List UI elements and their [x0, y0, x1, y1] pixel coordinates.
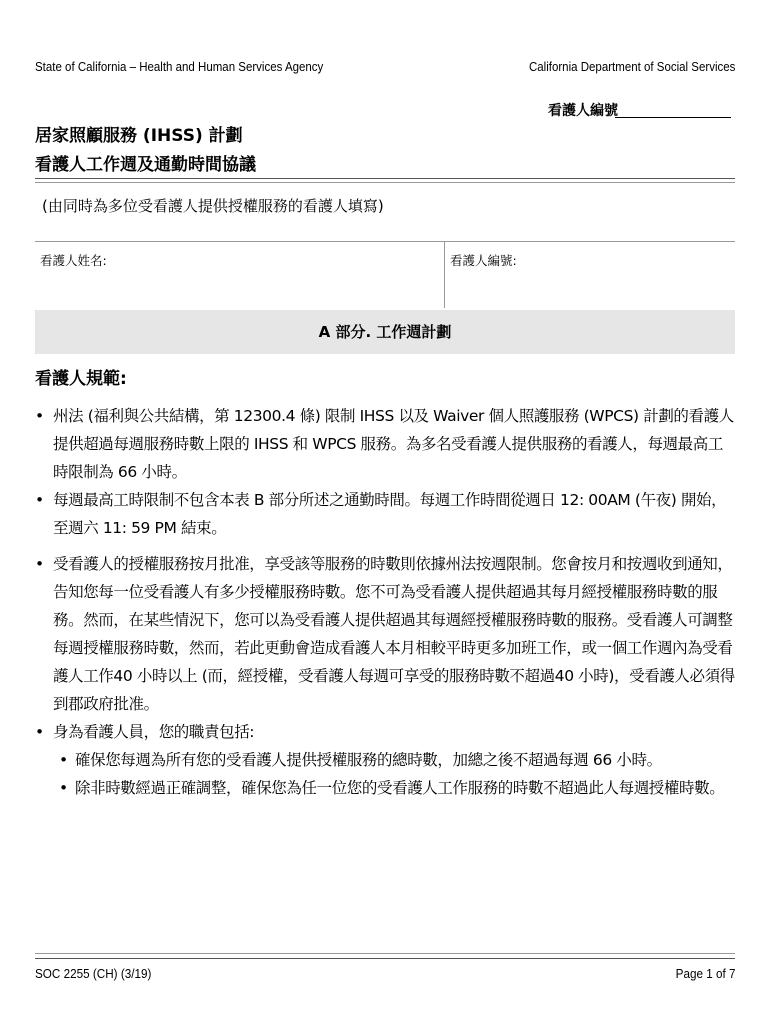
list-item: • 身為看護人員，您的職責包括: [35, 718, 737, 746]
form-subtitle: (由同時為多位受看護人提供授權服務的看護人填寫) [42, 197, 384, 215]
provider-name-field[interactable]: 看護人姓名: [40, 253, 107, 268]
title-rule [35, 178, 735, 179]
form-id: SOC 2255 (CH) (3/19) [35, 966, 152, 981]
provider-info-divider [444, 241, 445, 308]
list-item: • 每週最高工時限制不包含本表 B 部分所述之通勤時間。每週工作時間從週日 12: 00AM (午夜) 開始，至週六 11: 59 PM 結束。 [35, 486, 737, 542]
page-number: Page 1 of 7 [675, 966, 735, 981]
department-name: California Department of Social Services [528, 60, 735, 74]
form-title: 看護人工作週及通勤時間協議 [35, 155, 256, 175]
title-rule-secondary [35, 182, 735, 183]
provider-number-header-field[interactable] [615, 117, 731, 118]
agency-name: State of California – Health and Human Services Agency [35, 60, 324, 74]
provider-info-box [35, 241, 735, 308]
section-a-header [35, 310, 735, 354]
provider-number-header-label: 看護人編號 [548, 103, 618, 119]
list-item: • 受看護人的授權服務按月批准，享受該等服務的時數則依據州法按週限制。您會按月和按週收到通知，告知您每一位受看護人有多少授權服務時數。您不可為受看護人提供超過其每月經授權服務時數的服務。然而，在某些情況下，您可以為受看護人提供超過其每週經授權服務時數的服務。受看護人可調整每週授權服務時數，然而，若此更動會造成看護人本月相較平時更多加班工作，或一個工作週內為受看護人工作40 小時以上 (而，經授權，受看護人每週可享受的服務時數不超過40 小時)，受看護人必須得到郡政府批准。 [35, 550, 737, 718]
provider-number-field[interactable]: 看護人編號: [450, 253, 517, 268]
section-a-title: A 部分. 工作週計劃 [318, 323, 452, 341]
rules-list [35, 402, 737, 802]
sub-list-item: • 除非時數經過正確調整，確保您為任一位您的受看護人工作服務的時數不超過此人每週授權時數。 [35, 774, 737, 802]
list-item: • 州法 (福利與公共結構，第 12300.4 條) 限制 IHSS 以及 Waiver 個人照護服務 (WPCS) 計劃的看護人提供超過每週服務時數上限的 IHSS 和 WPCS 服務。為多名受看護人提供服務的看護人，每週最高工時限制為 66 小時。 [35, 402, 737, 486]
footer-rule [35, 953, 735, 954]
footer-rule-secondary [35, 958, 735, 959]
rules-heading: 看護人規範: [35, 369, 127, 389]
program-title: 居家照顧服務 (IHSS) 計劃 [35, 126, 243, 146]
sub-list-item: • 確保您每週為所有您的受看護人提供授權服務的總時數，加總之後不超過每週 66 小時。 [35, 746, 737, 774]
